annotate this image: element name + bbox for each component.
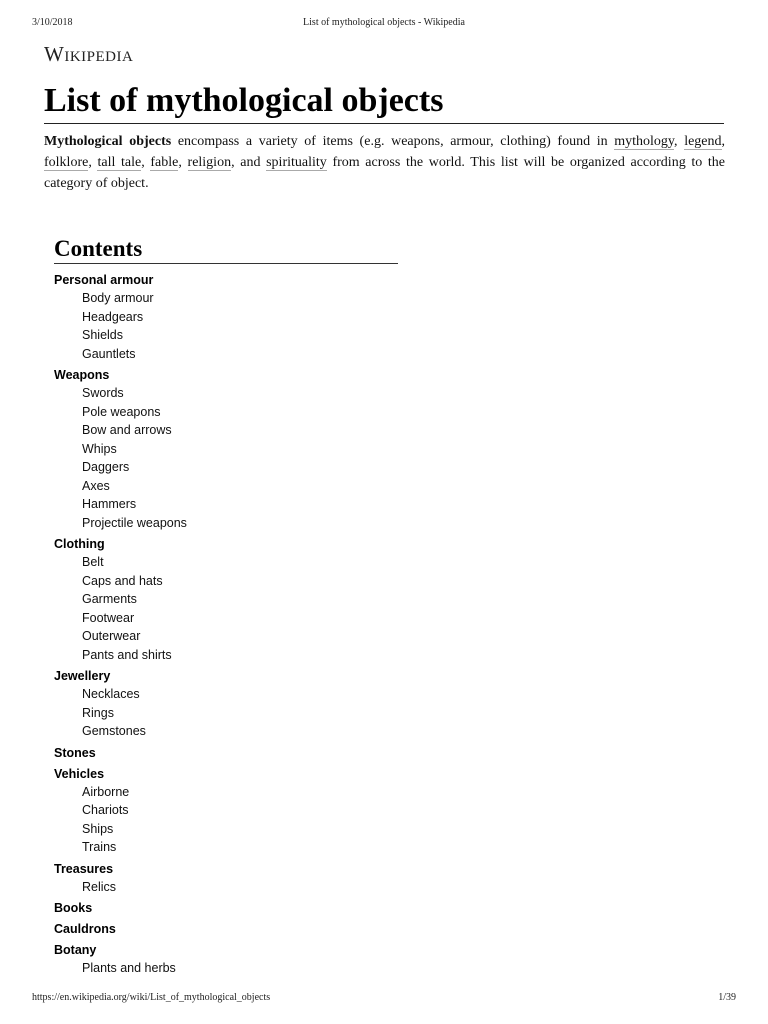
table-of-contents xyxy=(54,234,398,982)
print-page-title: List of mythological objects - Wikipedia xyxy=(303,17,465,28)
print-header xyxy=(32,17,736,31)
toc-subsection-link[interactable]: Axes xyxy=(82,478,110,493)
toc-subsection-link[interactable]: Headgears xyxy=(82,309,144,324)
toc-subsection-link[interactable]: Footwear xyxy=(82,610,135,625)
toc-section xyxy=(54,942,398,978)
link-fable[interactable]: fable xyxy=(150,155,179,170)
toc-section xyxy=(54,668,398,741)
toc-section xyxy=(54,367,398,532)
toc-subsection-link[interactable]: Ships xyxy=(82,821,114,836)
toc-subsection-link[interactable]: Daggers xyxy=(82,460,130,474)
toc-section-link[interactable]: Stones xyxy=(54,745,96,760)
toc-subsection-link[interactable]: Gauntlets xyxy=(82,346,136,361)
link-tall-tale[interactable]: tall tale xyxy=(97,155,142,170)
toc-section xyxy=(54,861,398,897)
print-footer xyxy=(32,992,736,1006)
page-title: List of mythological objects xyxy=(44,82,444,119)
toc-section-link[interactable]: Treasures xyxy=(54,861,114,876)
toc-section xyxy=(54,900,398,917)
intro-text: , xyxy=(141,155,151,170)
link-legend[interactable]: legend xyxy=(684,134,722,149)
toc-section xyxy=(54,745,398,762)
toc-list xyxy=(54,272,398,978)
print-date: 3/10/2018 xyxy=(32,17,73,28)
wikipedia-logo[interactable]: Wikipedia xyxy=(44,42,134,66)
toc-subsection-link[interactable]: Projectile weapons xyxy=(82,515,187,530)
toc-subsection-link[interactable]: Bow and arrows xyxy=(82,423,172,437)
toc-subsection-link[interactable]: Relics xyxy=(82,879,117,894)
intro-bold-term: Mythological objects xyxy=(44,134,172,149)
toc-subsection-link[interactable]: Whips xyxy=(82,441,117,456)
toc-subsection-link[interactable]: Airborne xyxy=(82,784,130,799)
toc-section-link[interactable]: Books xyxy=(54,901,93,915)
toc-section xyxy=(54,272,398,363)
intro-text: , xyxy=(88,155,98,170)
toc-section-link[interactable]: Personal armour xyxy=(54,273,154,287)
link-religion[interactable]: religion xyxy=(187,155,232,170)
intro-text: , xyxy=(178,155,188,170)
toc-subsection-link[interactable]: Pants and shirts xyxy=(82,647,172,662)
toc-section xyxy=(54,536,398,664)
toc-section xyxy=(54,921,398,938)
intro-text: , xyxy=(674,134,685,149)
toc-subsection-link[interactable]: Belt xyxy=(82,555,104,569)
toc-subsection-link[interactable]: Garments xyxy=(82,592,137,606)
intro-paragraph xyxy=(44,131,725,194)
toc-subsection-link[interactable]: Pole weapons xyxy=(82,404,161,419)
intro-text: encompass a variety of items (e.g. weapons, armour, clothing) found in xyxy=(171,134,615,149)
toc-subsection-link[interactable]: Body armour xyxy=(82,291,154,305)
toc-section-link[interactable]: Jewellery xyxy=(54,669,111,683)
link-spirituality[interactable]: spirituality xyxy=(266,155,327,170)
toc-section xyxy=(54,766,398,857)
toc-subsection-link[interactable]: Chariots xyxy=(82,803,129,817)
toc-subsection-link[interactable]: Swords xyxy=(82,386,124,400)
toc-subsection-link[interactable]: Hammers xyxy=(82,497,137,511)
link-mythology[interactable]: mythology xyxy=(614,134,675,149)
toc-subsection-link[interactable]: Shields xyxy=(82,328,123,342)
toc-section-link[interactable]: Weapons xyxy=(54,368,110,382)
toc-heading: Contents xyxy=(54,234,398,264)
intro-text: , xyxy=(721,134,726,149)
title-divider xyxy=(44,123,724,124)
link-folklore[interactable]: folklore xyxy=(44,155,89,170)
toc-section-link[interactable]: Vehicles xyxy=(54,766,105,781)
toc-section-link[interactable]: Cauldrons xyxy=(54,922,116,936)
toc-subsection-link[interactable]: Gemstones xyxy=(82,724,146,738)
toc-subsection-link[interactable]: Plants and herbs xyxy=(82,961,176,975)
intro-text: , and xyxy=(231,155,267,170)
print-page-number: 1/39 xyxy=(718,992,736,1003)
toc-subsection-link[interactable]: Trains xyxy=(82,840,117,854)
toc-subsection-link[interactable]: Outerwear xyxy=(82,629,141,643)
toc-section-link[interactable]: Clothing xyxy=(54,537,105,551)
toc-subsection-link[interactable]: Necklaces xyxy=(82,687,140,701)
intro-text: from across the world. This list will be organized according to the category of object. xyxy=(44,155,725,191)
toc-subsection-link[interactable]: Rings xyxy=(82,705,114,720)
toc-subsection-link[interactable]: Caps and hats xyxy=(82,573,163,588)
print-url: https://en.wikipedia.org/wiki/List_of_mythological_objects xyxy=(32,992,271,1003)
toc-section-link[interactable]: Botany xyxy=(54,943,97,957)
